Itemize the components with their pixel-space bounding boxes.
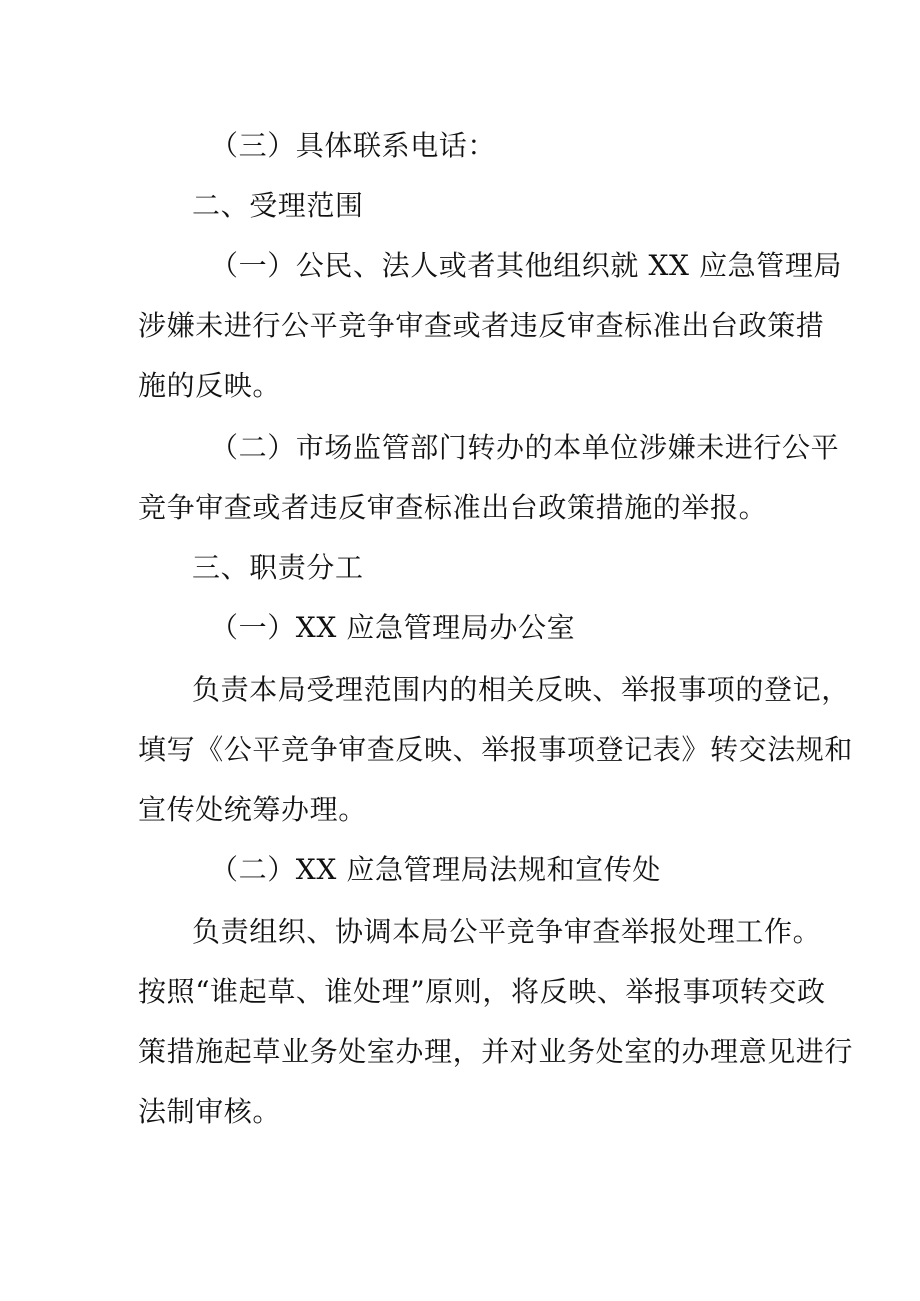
scope-item-1-line-1: （一）公民、法人或者其他组织就 XX 应急管理局 xyxy=(210,249,843,282)
office-duty-line-3: 宣传处统筹办理。 xyxy=(138,793,367,826)
heading-responsibilities: 三、职责分工 xyxy=(192,551,364,584)
scope-item-1-line-2: 涉嫌未进行公平竞争审查或者违反审查标准出台政策措 xyxy=(138,309,825,342)
office-duty-line-1: 负责本局受理范围内的相关反映、举报事项的登记， xyxy=(192,673,850,706)
legal-duty-line-4: 法制审核。 xyxy=(138,1095,282,1128)
office-duty-line-2: 填写《公平竞争审查反映、举报事项登记表》转交法规和 xyxy=(138,733,854,766)
sub-heading-office: （一）XX 应急管理局办公室 xyxy=(210,611,576,644)
scope-item-1-line-3: 施的反映。 xyxy=(138,369,282,402)
item-3-contact-phone: （三）具体联系电话： xyxy=(210,129,497,162)
heading-scope: 二、受理范围 xyxy=(192,189,364,222)
legal-duty-line-1: 负责组织、协调本局公平竞争审查举报处理工作。 xyxy=(192,915,822,948)
legal-duty-line-2: 按照“谁起草、谁处理”原则，将反映、举报事项转交政 xyxy=(138,975,826,1008)
scope-item-2-line-2: 竞争审查或者违反审查标准出台政策措施的举报。 xyxy=(138,491,768,524)
legal-duty-line-3: 策措施起草业务处室办理，并对业务处室的办理意见进行 xyxy=(138,1035,854,1068)
sub-heading-legal-publicity: （二）XX 应急管理局法规和宣传处 xyxy=(210,853,661,886)
scope-item-2-line-1: （二）市场监管部门转办的本单位涉嫌未进行公平 xyxy=(210,431,840,464)
